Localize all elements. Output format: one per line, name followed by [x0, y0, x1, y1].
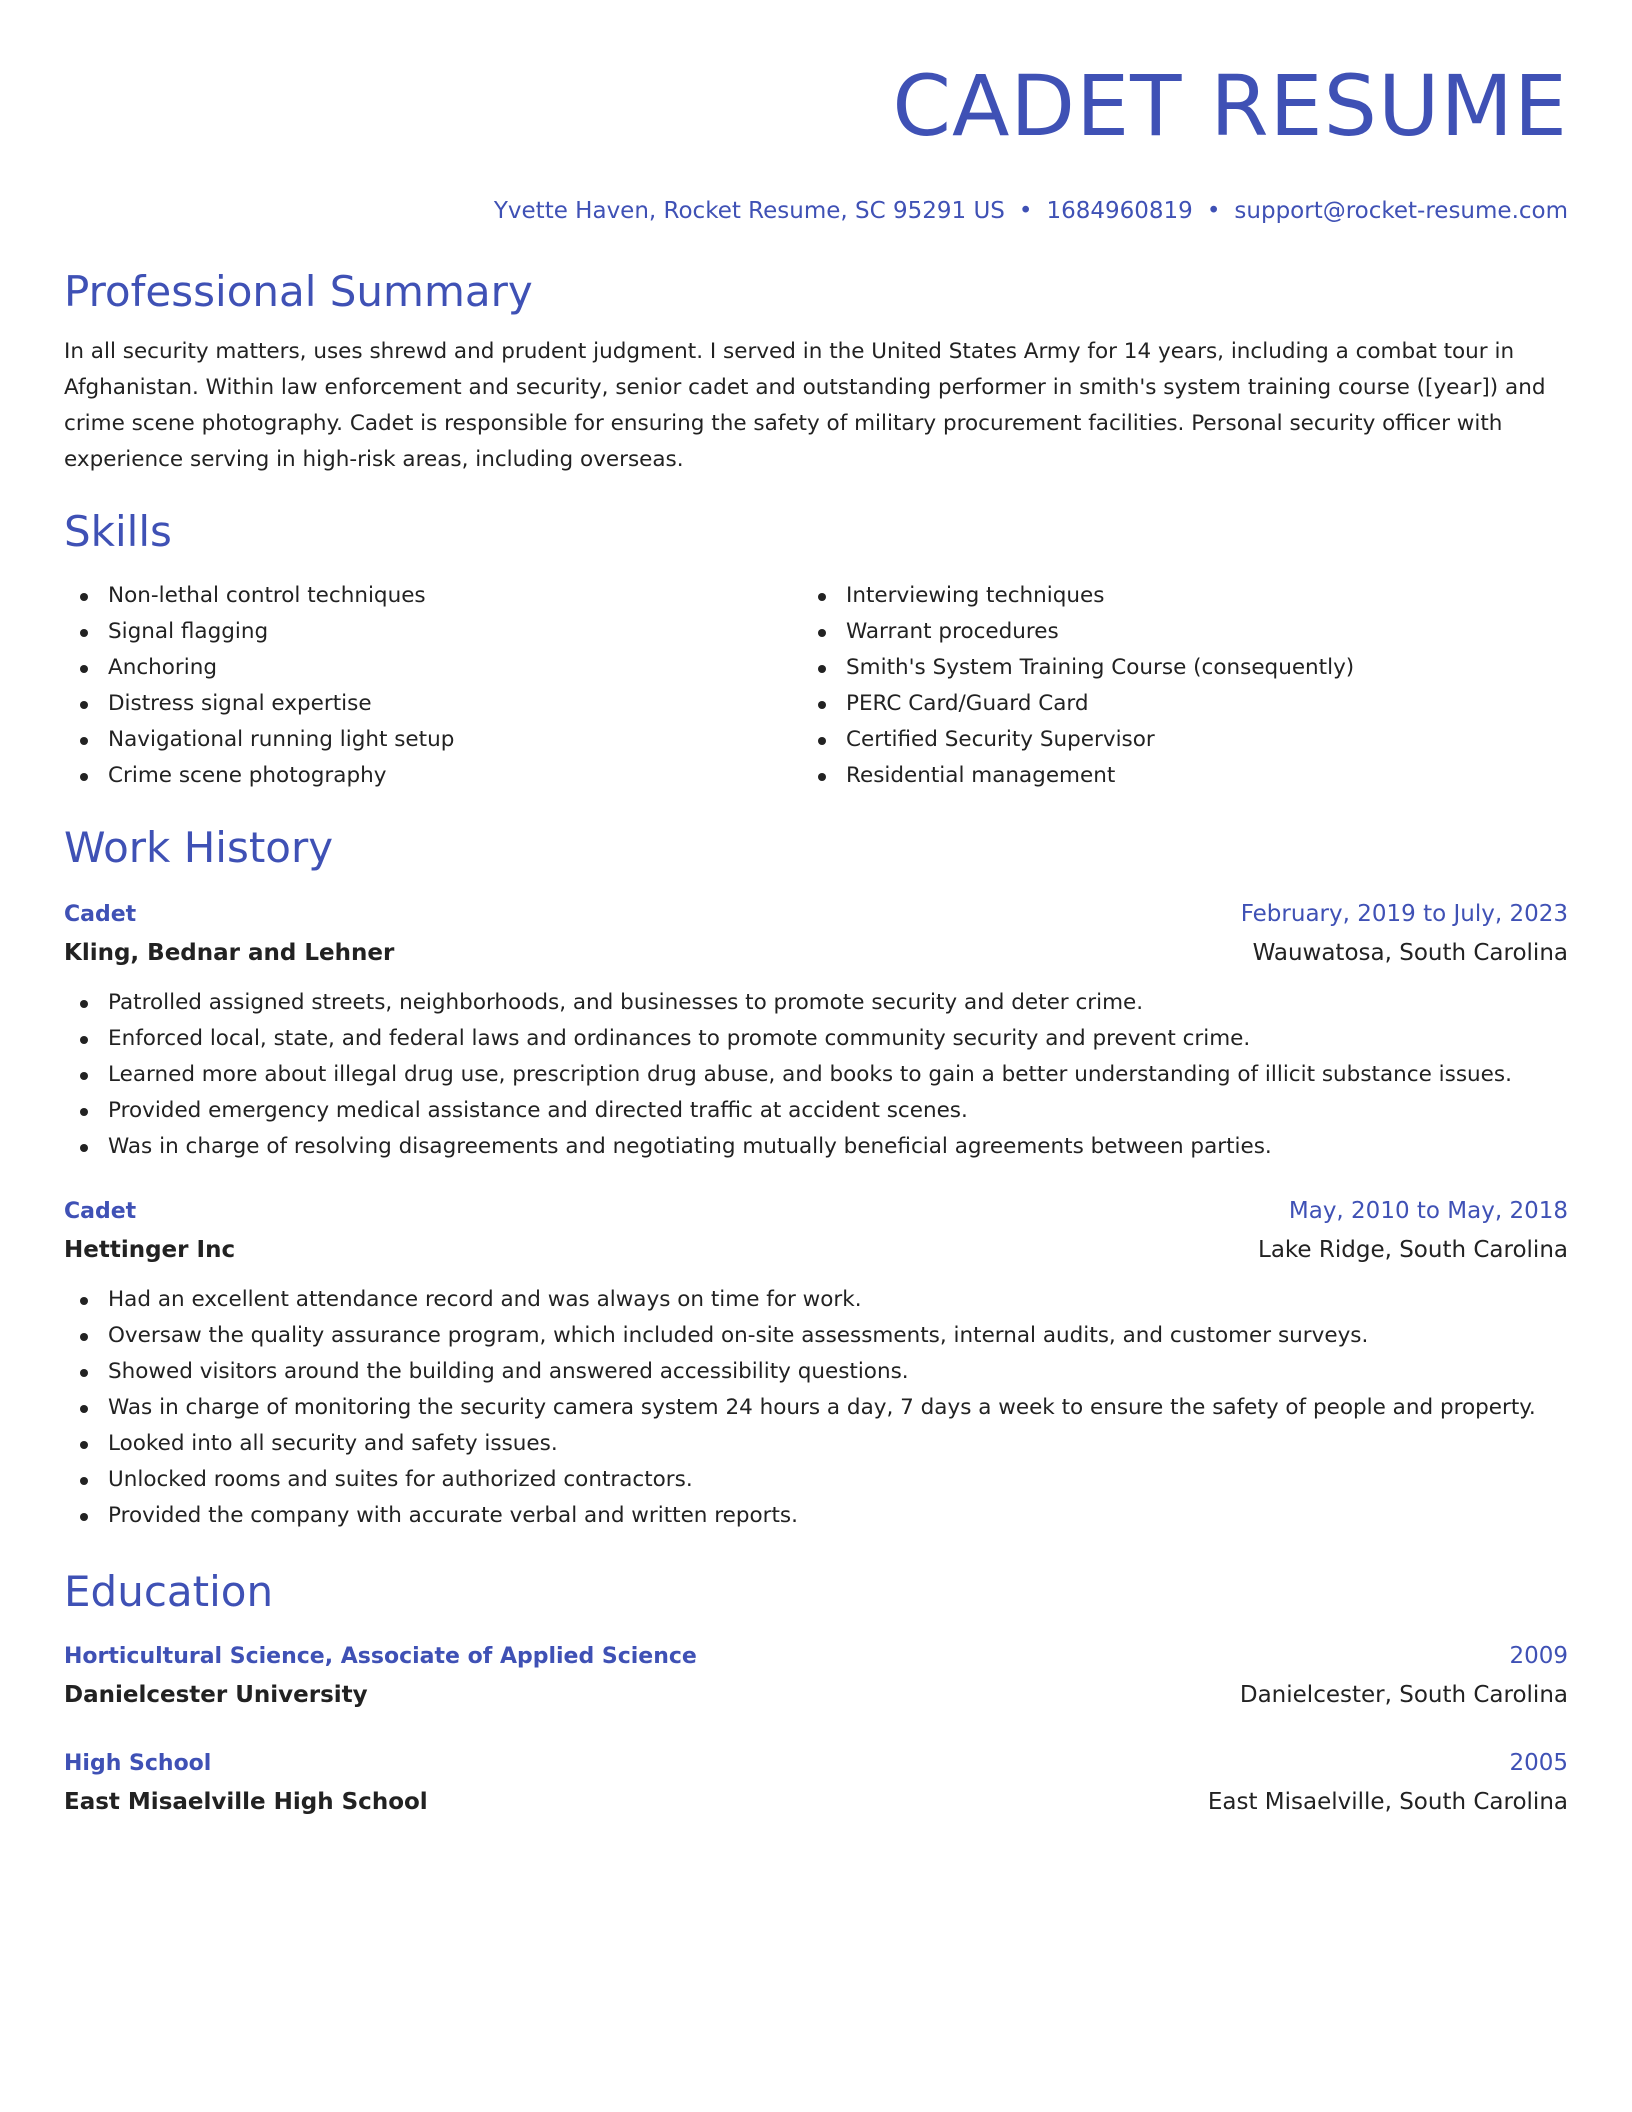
school-location: East Misaelville, South Carolina [1207, 1789, 1568, 1815]
job-dates: May, 2010 to May, 2018 [1288, 1198, 1568, 1224]
education-entry-header [64, 1638, 1568, 1675]
duty-item: Showed visitors around the building and answered accessibility questions. [64, 1354, 1568, 1390]
work-entry-header [64, 1193, 1568, 1230]
section-title-summary: Professional Summary [64, 267, 533, 316]
section-title-work-history: Work History [64, 823, 334, 872]
duty-item: Was in charge of monitoring the security camera system 24 hours a day, 7 days a week to ensure the safety of people and property. [64, 1390, 1568, 1426]
skills-column-right [802, 578, 1540, 794]
company-name: Hettinger Inc [64, 1237, 236, 1263]
degree-name: Horticultural Science, Associate of Applied Science [64, 1644, 697, 1669]
work-entry [64, 896, 1568, 1165]
contact-email: support@rocket-resume.com [1234, 198, 1568, 224]
education-entry-subheader [64, 1782, 1568, 1822]
duty-item: Learned more about illegal drug use, prescription drug abuse, and books to gain a better understanding of illicit substance issues. [64, 1057, 1568, 1093]
skill-item: Certified Security Supervisor [802, 722, 1540, 758]
skill-item: Smith's System Training Course (consequently) [802, 650, 1540, 686]
skill-item: Crime scene photography [64, 758, 802, 794]
resume-title: CADET RESUME [892, 57, 1568, 155]
job-location: Lake Ridge, South Carolina [1258, 1237, 1568, 1263]
skill-item: Signal flagging [64, 614, 802, 650]
skill-item: Interviewing techniques [802, 578, 1540, 614]
work-entry-header [64, 896, 1568, 933]
education-entry [64, 1745, 1568, 1822]
skill-item: Non-lethal control techniques [64, 578, 802, 614]
education-entry-header [64, 1745, 1568, 1782]
contact-phone: 1684960819 [1046, 198, 1193, 224]
skill-item: Distress signal expertise [64, 686, 802, 722]
school-name: Danielcester University [64, 1682, 368, 1708]
company-name: Kling, Bednar and Lehner [64, 940, 395, 966]
skills-column-left [64, 578, 802, 794]
resume-header [64, 58, 1568, 226]
skill-item: Residential management [802, 758, 1540, 794]
work-entry-subheader [64, 1230, 1568, 1270]
duty-item: Provided the company with accurate verbal and written reports. [64, 1498, 1568, 1534]
graduation-year: 2005 [1509, 1750, 1568, 1776]
duty-item: Unlocked rooms and suites for authorized contractors. [64, 1462, 1568, 1498]
job-title: Cadet [64, 902, 137, 927]
job-duties [64, 1282, 1568, 1534]
duty-item: Oversaw the quality assurance program, which included on-site assessments, internal audits, and customer surveys. [64, 1318, 1568, 1354]
education-entry-subheader [64, 1675, 1568, 1715]
job-dates: February, 2019 to July, 2023 [1240, 901, 1568, 927]
skill-item: PERC Card/Guard Card [802, 686, 1540, 722]
skill-item: Anchoring [64, 650, 802, 686]
summary-text: In all security matters, uses shrewd and prudent judgment. I served in the United States Army for 14 years, including a combat tour in Afghanistan. Within law enforcement and security, senior cadet and outstanding performer in smith's system training course ([year]) and crime scene photography. Cadet is responsible for ensuring the safety of military procurement facilities. Personal security officer with experience serving in high-risk areas, including overseas. [64, 339, 1546, 472]
school-location: Danielcester, South Carolina [1239, 1682, 1568, 1708]
skills-list [64, 578, 1568, 794]
section-title-education: Education [64, 1567, 274, 1616]
section-title-skills: Skills [64, 507, 172, 556]
work-entry [64, 1193, 1568, 1534]
contact-line [64, 196, 1568, 226]
education-entry [64, 1638, 1568, 1715]
degree-name: High School [64, 1751, 212, 1776]
duty-item: Had an excellent attendance record and was always on time for work. [64, 1282, 1568, 1318]
duty-item: Was in charge of resolving disagreements and negotiating mutually beneficial agreements between parties. [64, 1129, 1568, 1165]
school-name: East Misaelville High School [64, 1789, 428, 1815]
skill-item: Navigational running light setup [64, 722, 802, 758]
duty-item: Provided emergency medical assistance and directed traffic at accident scenes. [64, 1093, 1568, 1129]
contact-address: Yvette Haven, Rocket Resume, SC 95291 US [493, 198, 1005, 224]
contact-separator: • [1206, 198, 1221, 224]
job-duties [64, 985, 1568, 1165]
contact-separator: • [1018, 198, 1033, 224]
duty-item: Patrolled assigned streets, neighborhoods, and businesses to promote security and deter crime. [64, 985, 1568, 1021]
duty-item: Enforced local, state, and federal laws and ordinances to promote community security and prevent crime. [64, 1021, 1568, 1057]
job-location: Wauwatosa, South Carolina [1252, 940, 1568, 966]
job-title: Cadet [64, 1199, 137, 1224]
graduation-year: 2009 [1509, 1643, 1568, 1669]
work-entry-subheader [64, 933, 1568, 973]
skill-item: Warrant procedures [802, 614, 1540, 650]
duty-item: Looked into all security and safety issues. [64, 1426, 1568, 1462]
